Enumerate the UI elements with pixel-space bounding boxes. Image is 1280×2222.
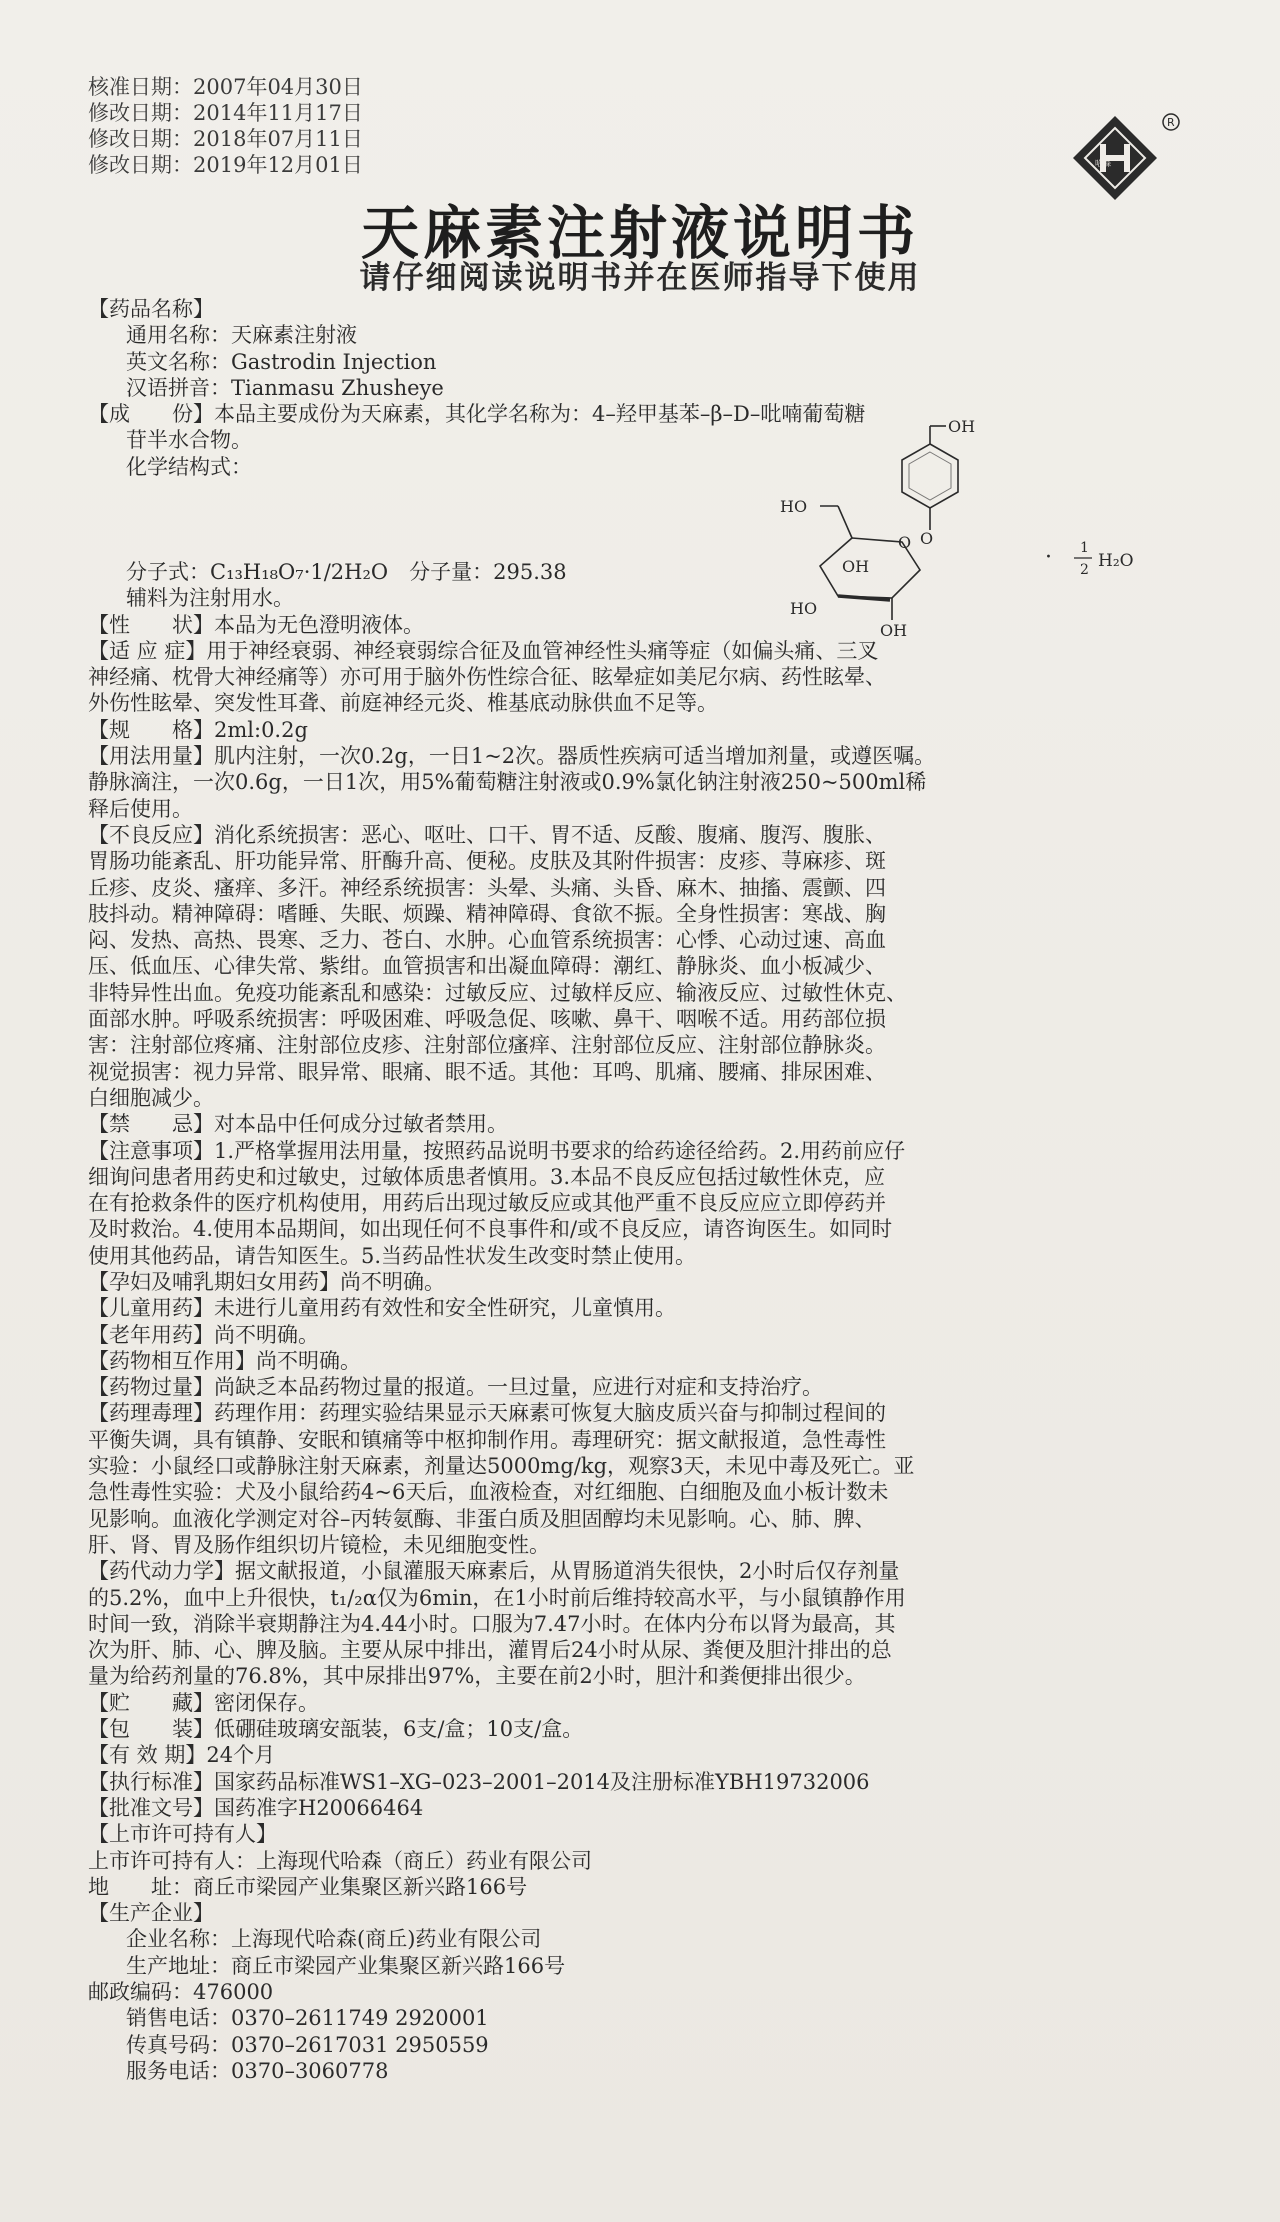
leaflet-line: 的5.2%，血中上升很快，t₁/₂α仅为6min，在1小时前后维持较高水平，与小鼠镇静作用 [88, 1585, 906, 1610]
leaflet-line: 外伤性眩晕、突发性耳聋、前庭神经元炎、椎基底动脉供血不足等。 [88, 691, 718, 716]
leaflet-line: 肢抖动。精神障碍：嗜睡、失眠、烦躁、精神障碍、食欲不振。全身性损害：寒战、胸 [88, 901, 886, 926]
hydrate-dot: · [1045, 545, 1052, 570]
ho-label: HO [790, 599, 818, 618]
leaflet-line: 上市许可持有人：上海现代哈森（商丘）药业有限公司 [88, 1848, 592, 1873]
leaflet-line: 量为给药剂量的76.8%，其中尿排出97%，主要在前2小时，胆汁和粪便排出很少。 [88, 1664, 866, 1689]
approval-date: 核准日期：2007年04月30日 [88, 75, 363, 99]
leaflet-line: 销售电话：0370–2611749 2920001 [126, 2006, 489, 2031]
leaflet-line: 【药理毒理】药理作用：药理实验结果显示天麻素可恢复大脑皮质兴奋与抑制过程间的 [88, 1401, 886, 1426]
registered-mark: R [1167, 116, 1175, 129]
leaflet-line: 通用名称：天麻素注射液 [126, 323, 357, 348]
leaflet-line: 【用法用量】肌内注射，一次0.2g，一日1~2次。器质性疾病可适当增加剂量，或遵医嘱。 [88, 744, 936, 769]
leaflet-line: 辅料为注射用水。 [126, 586, 294, 611]
leaflet-line: 【上市许可持有人】 [88, 1822, 277, 1847]
leaflet-line [88, 506, 1178, 532]
o-label: O [920, 529, 934, 548]
leaflet-line: 及时救治。4.使用本品期间，如出现任何不良事件和/或不良反应，请咨询医生。如同时 [88, 1217, 893, 1242]
hydrate-numerator: 1 [1080, 540, 1089, 556]
leaflet-line: 传真号码：0370–2617031 2950559 [126, 2032, 489, 2057]
logo-text: 哈森 [1095, 159, 1111, 168]
leaflet-line: 非特异性出血。免疫功能紊乱和感染：过敏反应、过敏样反应、输液反应、过敏性休克、 [88, 980, 907, 1005]
leaflet-line: 【注意事项】1.严格掌握用法用量，按照药品说明书要求的给药途径给药。2.用药前应仔 [88, 1138, 906, 1163]
leaflet-line: 地 址：商丘市梁园产业集聚区新兴路166号 [88, 1874, 528, 1899]
leaflet-line: 【规 格】2ml:0.2g [88, 717, 308, 742]
leaflet-line: 企业名称：上海现代哈森(商丘)药业有限公司 [126, 1927, 542, 1952]
leaflet-line: 闷、发热、高热、畏寒、乏力、苍白、水肿。心血管系统损害：心悸、心动过速、高血 [88, 928, 886, 953]
leaflet-line: 生产地址：商丘市梁园产业集聚区新兴路166号 [126, 1953, 566, 1978]
leaflet-line: 丘疹、皮炎、瘙痒、多汗。神经系统损害：头晕、头痛、头昏、麻木、抽搐、震颤、四 [88, 875, 886, 900]
leaflet-body [88, 296, 1178, 2084]
leaflet-line: 分子式：C₁₃H₁₈O₇·1/2H₂O 分子量：295.38 [126, 559, 567, 584]
leaflet-line: 神经痛、枕骨大神经痛等）亦可用于脑外伤性综合征、眩晕症如美尼尔病、药性眩晕、 [88, 665, 886, 690]
leaflet-line: 【贮 藏】密闭保存。 [88, 1690, 319, 1715]
leaflet-line: 细询问患者用药史和过敏史，过敏体质患者慎用。3.本品不良反应包括过敏性休克，应 [88, 1164, 886, 1189]
leaflet-line: 苷半水合物。 [126, 428, 252, 453]
leaflet-line: 【儿童用药】未进行儿童用药有效性和安全性研究，儿童慎用。 [88, 1296, 676, 1321]
leaflet-line [88, 480, 1178, 506]
revision-dates [88, 74, 363, 178]
oh-label: OH [842, 557, 870, 576]
leaflet-line: 害：注射部位疼痛、注射部位皮疹、注射部位瘙痒、注射部位反应、注射部位静脉炎。 [88, 1033, 886, 1058]
leaflet-line: 【执行标准】国家药品标准WS1–XG–023–2001–2014及注册标准YBH19732006 [88, 1769, 870, 1794]
leaflet-line: 邮政编码：476000 [88, 1980, 274, 2004]
leaflet-line: 【药物相互作用】尚不明确。 [88, 1348, 361, 1373]
hydrate-water: H₂O [1098, 551, 1134, 571]
leaflet-line: 肝、肾、胃及肠作组织切片镜检，未见细胞变性。 [88, 1532, 550, 1557]
leaflet-line: 平衡失调，具有镇静、安眠和镇痛等中枢抑制作用。毒理研究：据文献报道，急性毒性 [88, 1427, 886, 1452]
leaflet-line: 白细胞减少。 [88, 1085, 214, 1110]
leaflet-line: 【生产企业】 [88, 1901, 214, 1926]
leaflet-line: 汉语拼音：Tianmasu Zhusheye [126, 375, 444, 400]
leaflet-line: 在有抢救条件的医疗机构使用，用药后出现过敏反应或其他严重不良反应应立即停药并 [88, 1191, 886, 1216]
ho-label: HO [780, 497, 808, 516]
leaflet-line: 【药代动力学】据文献报道，小鼠灌服天麻素后，从胃肠道消失很快，2小时后仅存剂量 [88, 1559, 900, 1584]
leaflet-line: 【包 装】低硼硅玻璃安瓿装，6支/盒；10支/盒。 [88, 1717, 584, 1742]
leaflet-line: 时间一致，消除半衰期静注为4.44小时。口服为7.47小时。在体内分布以肾为最高，其 [88, 1611, 896, 1636]
leaflet-line: 见影响。血液化学测定对谷–丙转氨酶、非蛋白质及胆固醇均未见影响。心、肺、脾、 [88, 1506, 876, 1531]
document-title: 天麻素注射液说明书 [360, 199, 919, 267]
leaflet-line: 【禁 忌】对本品中任何成分过敏者禁用。 [88, 1112, 508, 1137]
o-label: O [898, 533, 912, 552]
leaflet-line: 【批准文号】国药准字H20066464 [88, 1795, 424, 1820]
leaflet-line: 【药品名称】 [88, 297, 214, 321]
leaflet-line: 胃肠功能紊乱、肝功能异常、肝酶升高、便秘。皮肤及其附件损害：皮疹、荨麻疹、斑 [88, 849, 886, 874]
leaflet-line: 服务电话：0370–3060778 [126, 2058, 389, 2083]
leaflet-line: 压、低血压、心律失常、紫绀。血管损害和出凝血障碍：潮红、静脉炎、血小板减少、 [88, 954, 886, 979]
oh-label: OH [880, 621, 908, 640]
leaflet-line: 英文名称：Gastrodin Injection [126, 349, 437, 374]
leaflet-line: 【适 应 症】用于神经衰弱、神经衰弱综合征及血管神经性头痛等症（如偏头痛、三叉 [88, 638, 879, 663]
leaflet-line: 【孕妇及哺乳期妇女用药】尚不明确。 [88, 1269, 445, 1294]
revision-date: 修改日期：2014年11月17日 [88, 101, 363, 125]
leaflet-line [88, 533, 1178, 559]
leaflet-line: 【药物过量】尚缺乏本品药物过量的报道。一旦过量，应进行对症和支持治疗。 [88, 1375, 823, 1400]
revision-date: 修改日期：2018年07月11日 [88, 127, 363, 151]
leaflet-line: 急性毒性实验：犬及小鼠给药4~6天后，血液检查，对红细胞、白细胞及血小板计数未 [88, 1480, 889, 1505]
revision-date: 修改日期：2019年12月01日 [88, 153, 363, 177]
leaflet-line: 实验：小鼠经口或静脉注射天麻素，剂量达5000mg/kg，观察3天，未见中毒及死亡。亚 [88, 1454, 915, 1479]
leaflet-line: 【性 状】本品为无色澄明液体。 [88, 612, 424, 637]
leaflet-line: 【有 效 期】24个月 [88, 1743, 276, 1768]
leaflet-line: 【不良反应】消化系统损害：恶心、呕吐、口干、胃不适、反酸、腹痛、腹泻、腹胀、 [88, 822, 886, 847]
hydrate-denominator: 2 [1080, 562, 1089, 578]
leaflet-line: 静脉滴注，一次0.6g，一日1次，用5%葡萄糖注射液或0.9%氯化钠注射液250~500ml稀 [88, 770, 927, 795]
leaflet-line: 使用其他药品，请告知医生。5.当药品性状发生改变时禁止使用。 [88, 1243, 697, 1268]
leaflet-line: 【成 份】本品主要成份为天麻素，其化学名称为：4–羟甲基苯–β–D–吡喃葡萄糖 [88, 402, 866, 427]
leaflet-line: 次为肝、肺、心、脾及脑。主要从尿中排出，灌胃后24小时从尿、粪便及胆汁排出的总 [88, 1638, 892, 1663]
leaflet-line: 化学结构式： [126, 454, 252, 479]
leaflet-line: 视觉损害：视力异常、眼异常、眼痛、眼不适。其他：耳鸣、肌痛、腰痛、排尿困难、 [88, 1059, 886, 1084]
leaflet-line: 【老年用药】尚不明确。 [88, 1322, 319, 1347]
leaflet-line: 面部水肿。呼吸系统损害：呼吸困难、呼吸急促、咳嗽、鼻干、咽喉不适。用药部位损 [88, 1007, 886, 1032]
oh-label: OH [948, 417, 976, 436]
document-subtitle: 请仔细阅读说明书并在医师指导下使用 [359, 260, 921, 296]
leaflet-line: 释后使用。 [88, 796, 193, 821]
